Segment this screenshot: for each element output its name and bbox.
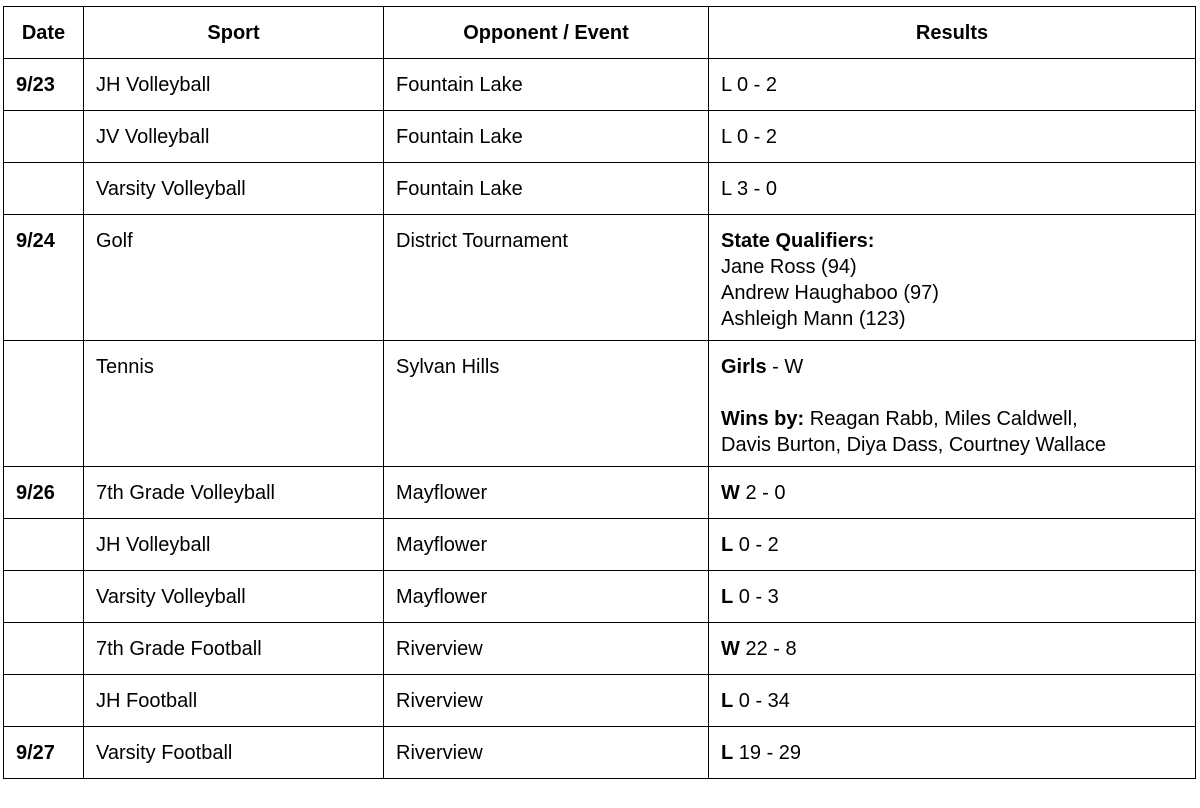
result-cell [709, 341, 1196, 467]
opponent-cell: Riverview [384, 623, 709, 675]
result-score: 19 - 29 [733, 742, 802, 764]
wins-names: Reagan Rabb, Miles Caldwell, [804, 408, 1078, 430]
result-cell [709, 571, 1196, 623]
header-sport: Sport [84, 7, 384, 59]
opponent-cell: Riverview [384, 727, 709, 779]
result-outcome: L [721, 586, 734, 608]
result-text: L 3 - 0 [721, 178, 777, 200]
result-cell [709, 467, 1196, 519]
results-table-container [3, 6, 1196, 779]
opponent-cell: Fountain Lake [384, 59, 709, 111]
date-cell [4, 519, 84, 571]
sport-cell: Tennis [84, 341, 384, 467]
result-outcome: W [721, 638, 740, 660]
qualifier-item: Ashleigh Mann (123) [721, 308, 906, 330]
sport-cell: JH Football [84, 675, 384, 727]
opponent-cell: Riverview [384, 675, 709, 727]
table-row [4, 467, 1196, 519]
result-cell [709, 215, 1196, 341]
opponent-cell: Mayflower [384, 519, 709, 571]
table-row [4, 727, 1196, 779]
date-cell [4, 163, 84, 215]
result-cell [709, 623, 1196, 675]
table-row [4, 675, 1196, 727]
result-text: L 0 - 2 [721, 126, 777, 148]
sport-cell: JH Volleyball [84, 519, 384, 571]
wins-line [721, 406, 1183, 432]
date-cell [4, 111, 84, 163]
qualifiers-label: State Qualifiers: [721, 230, 875, 252]
header-opponent: Opponent / Event [384, 7, 709, 59]
sport-cell: JV Volleyball [84, 111, 384, 163]
result-cell [709, 727, 1196, 779]
sport-cell: Varsity Volleyball [84, 571, 384, 623]
opponent-cell: Fountain Lake [384, 163, 709, 215]
header-row [4, 7, 1196, 59]
qualifier-item: Jane Ross (94) [721, 256, 857, 278]
header-date: Date [4, 7, 84, 59]
table-row [4, 59, 1196, 111]
result-score: 0 - 3 [733, 586, 779, 608]
opponent-cell: Fountain Lake [384, 111, 709, 163]
date-cell [4, 571, 84, 623]
results-table [3, 6, 1196, 779]
table-row [4, 215, 1196, 341]
result-cell [709, 519, 1196, 571]
result-cell [709, 111, 1196, 163]
opponent-cell: Mayflower [384, 571, 709, 623]
qualifier-item: Andrew Haughaboo (97) [721, 282, 939, 304]
result-cell [709, 675, 1196, 727]
result-cell [709, 59, 1196, 111]
sport-cell: 7th Grade Football [84, 623, 384, 675]
wins-label: Wins by: [721, 408, 805, 430]
result-score: 2 - 0 [739, 482, 786, 504]
spacer [721, 380, 1183, 406]
wins-names-continued: Davis Burton, Diya Dass, Courtney Wallace [721, 434, 1106, 456]
girls-label: Girls [721, 356, 767, 378]
date-cell: 9/27 [4, 727, 84, 779]
sport-cell: JH Volleyball [84, 59, 384, 111]
opponent-cell: District Tournament [384, 215, 709, 341]
girls-outcome: - W [766, 356, 804, 378]
date-cell: 9/26 [4, 467, 84, 519]
table-row [4, 111, 1196, 163]
date-cell: 9/24 [4, 215, 84, 341]
table-row [4, 163, 1196, 215]
table-row [4, 341, 1196, 467]
result-outcome: W [721, 482, 740, 504]
result-outcome: L [721, 690, 734, 712]
result-score: 0 - 34 [733, 690, 790, 712]
opponent-cell: Mayflower [384, 467, 709, 519]
result-score: 22 - 8 [739, 638, 797, 660]
opponent-cell: Sylvan Hills [384, 341, 709, 467]
sport-cell: Golf [84, 215, 384, 341]
sport-cell: Varsity Football [84, 727, 384, 779]
girls-result [721, 354, 1183, 380]
table-row [4, 571, 1196, 623]
date-cell [4, 623, 84, 675]
result-outcome: L [721, 534, 734, 556]
sport-cell: Varsity Volleyball [84, 163, 384, 215]
result-cell [709, 163, 1196, 215]
result-score: 0 - 2 [733, 534, 779, 556]
table-row [4, 519, 1196, 571]
date-cell [4, 675, 84, 727]
date-cell [4, 341, 84, 467]
sport-cell: 7th Grade Volleyball [84, 467, 384, 519]
date-cell: 9/23 [4, 59, 84, 111]
table-row [4, 623, 1196, 675]
result-text: L 0 - 2 [721, 74, 777, 96]
header-results: Results [709, 7, 1196, 59]
result-outcome: L [721, 742, 734, 764]
